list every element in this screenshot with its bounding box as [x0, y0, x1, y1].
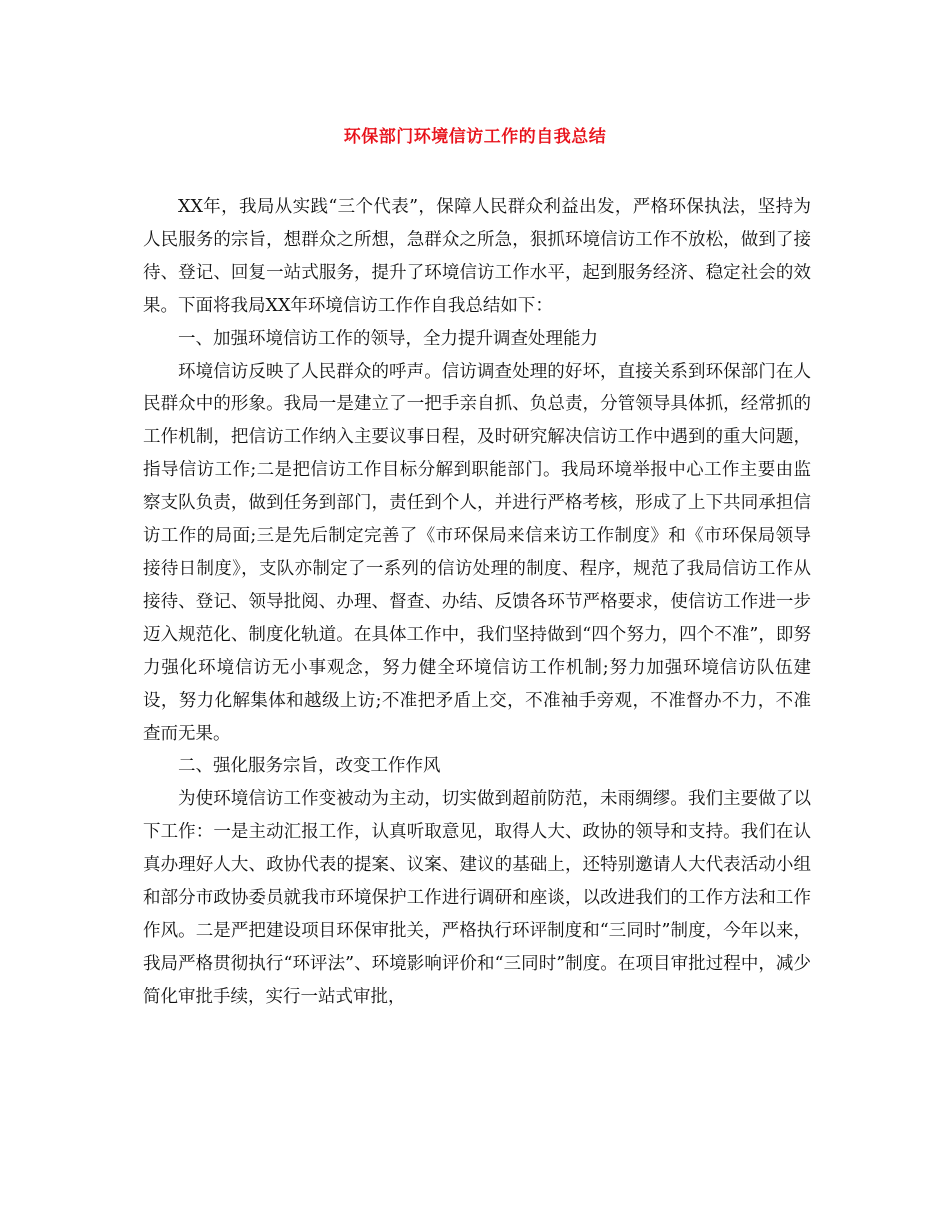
- section-1-paragraph: 环境信访反映了人民群众的呼声。信访调查处理的好坏，直接关系到环保部门在人民群众中的形象。我局一是建立了一把手亲自抓、负总责，分管领导具体抓，经常抓的工作机制，把信访工作纳入主要议事日程，及时研究解决信访工作中遇到的重大问题，指导信访工作;二是把信访工作目标分解到职能部门。我局环境举报中心工作主要由监察支队负责，做到任务到部门，责任到个人，并进行严格考核，形成了上下共同承担信访工作的局面;三是先后制定完善了《市环保局来信来访工作制度》和《市环保局领导接待日制度》，支队亦制定了一系列的信访处理的制度、程序，规范了我局信访工作从接待、登记、领导批阅、办理、督查、办结、反馈各环节严格要求，使信访工作进一步迈入规范化、制度化轨道。在具体工作中，我们坚持做到“四个努力，四个不准”，即努力强化环境信访无小事观念，努力健全环境信访工作机制;努力加强环境信访队伍建设，努力化解集体和越级上访;不准把矛盾上交，不准袖手旁观，不准督办不力，不准查而无果。: [143, 361, 811, 744]
- document-body: [143, 191, 811, 1014]
- section-heading-2: 二、强化服务宗旨，改变工作作风: [178, 756, 441, 777]
- section-heading-1: 一、加强环境信访工作的领导，全力提升调查处理能力: [178, 328, 598, 349]
- intro-paragraph: XX年，我局从实践“三个代表”，保障人民群众利益出发，严格环保执法，坚持为人民服务的宗旨，想群众之所想，急群众之所急，狠抓环境信访工作不放松，做到了接待、登记、回复一站式服务，提升了环境信访工作水平，起到服务经济、稳定社会的效果。下面将我局XX年环境信访工作作自我总结如下：: [143, 197, 811, 316]
- document-title: 环保部门环境信访工作的自我总结: [343, 127, 607, 147]
- section-2-paragraph: 为使环境信访工作变被动为主动，切实做到超前防范，未雨绸缪。我们主要做了以下工作：一是主动汇报工作，认真听取意见，取得人大、政协的领导和支持。我们在认真办理好人大、政协代表的提案、议案、建议的基础上，还特别邀请人大代表活动小组和部分市政协委员就我市环境保护工作进行调研和座谈，以改进我们的工作方法和工作作风。二是严把建设项目环保审批关，严格执行环评制度和“三同时”制度，今年以来，我局严格贯彻执行“环评法”、环境影响评价和“三同时”制度。在项目审批过程中，减少简化审批手续，实行一站式审批，: [143, 789, 811, 1007]
